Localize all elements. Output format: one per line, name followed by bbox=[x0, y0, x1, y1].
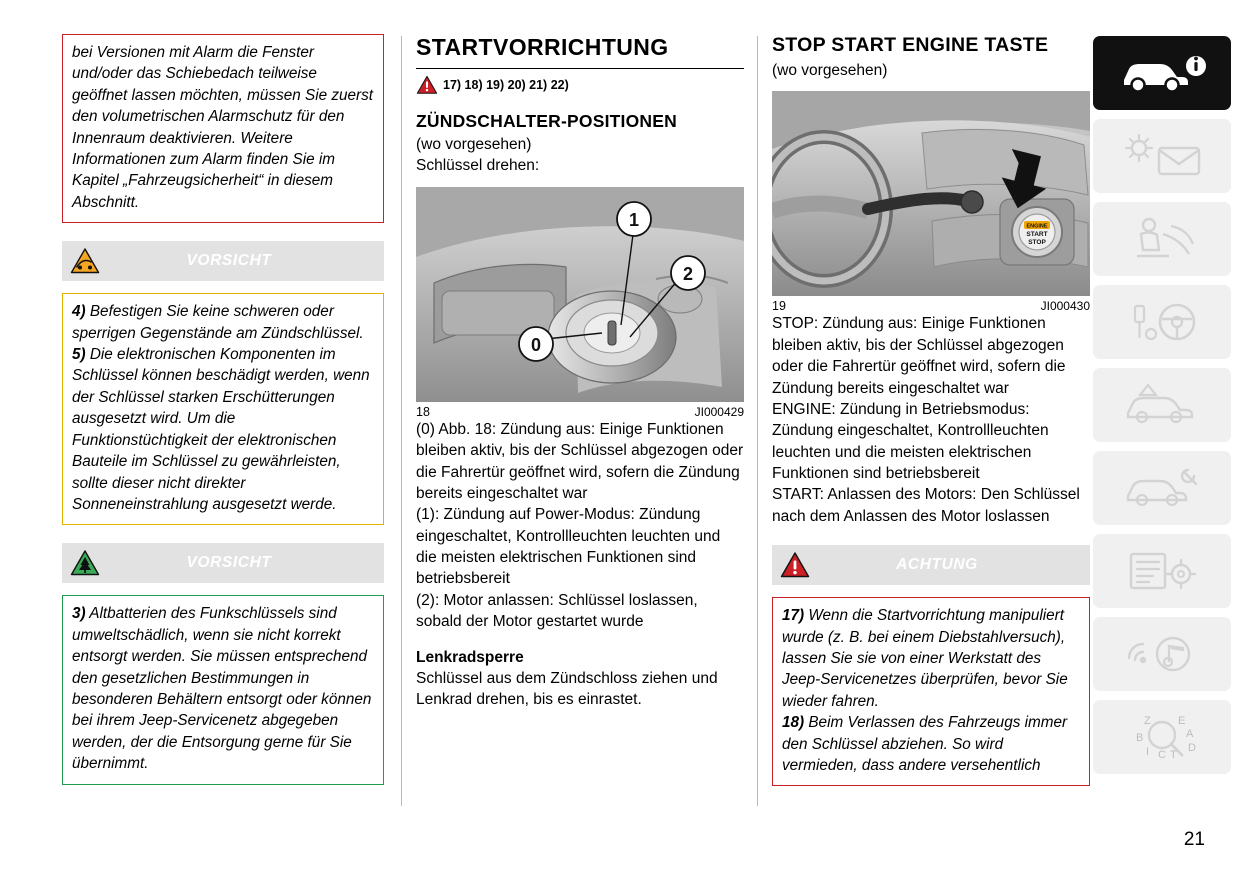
svg-text:B: B bbox=[1136, 732, 1144, 744]
figure-paragraph-2: (2): Motor anlassen: Schlüssel loslassen, sobald der Motor gestartet wurde bbox=[416, 591, 698, 631]
steering-lock-title: Lenkradsperre bbox=[416, 648, 524, 666]
rail-item-emergency[interactable] bbox=[1093, 368, 1231, 442]
note-box-caution-yellow bbox=[62, 293, 384, 525]
svg-text:I: I bbox=[1146, 746, 1150, 758]
figure-code: JI000430 bbox=[1040, 299, 1090, 314]
car-info-icon bbox=[1116, 52, 1208, 94]
rail-item-dashboard[interactable] bbox=[1093, 119, 1231, 193]
column-divider-2 bbox=[757, 36, 758, 806]
note-item-number: 4) bbox=[72, 303, 86, 321]
warning-car-icon bbox=[1118, 383, 1206, 427]
svg-text:Z: Z bbox=[1144, 715, 1151, 727]
seat-safety-icon bbox=[1119, 216, 1205, 262]
note-box-attention bbox=[772, 597, 1090, 786]
middle-column bbox=[416, 34, 744, 710]
right-column bbox=[772, 34, 1090, 786]
attention-banner bbox=[772, 545, 1090, 585]
note-item bbox=[72, 344, 374, 515]
dashboard-controls-icon bbox=[1119, 134, 1205, 178]
figure-paragraph-0: (0) Abb. 18: Zündung aus: Einige Funktionen bleiben aktiv, bis der Schlüssel abgezogen oder die Fahrertür geöffnet wird, sofern die Zündung bereits eingeschaltet war bbox=[416, 420, 744, 502]
rail-item-technical-data[interactable] bbox=[1093, 534, 1231, 608]
reference-numbers-text: 17) 18) 19) 20) 21) 22) bbox=[443, 78, 569, 92]
caution-banner-1-label: VORSICHT bbox=[186, 252, 272, 270]
figure-number: 18 bbox=[416, 404, 430, 419]
environment-tree-green-icon bbox=[62, 543, 108, 583]
note-item-number: 3) bbox=[72, 605, 86, 623]
warning-triangle-red-icon bbox=[772, 545, 818, 585]
figure-caption-row bbox=[772, 299, 1090, 313]
caution-banner-1 bbox=[62, 241, 384, 281]
note-item-number: 5) bbox=[72, 346, 86, 364]
lead-text: Schlüssel drehen: bbox=[416, 157, 540, 175]
page-title: STARTVORRICHTUNG bbox=[416, 34, 744, 69]
ignition-switch-positions-figure bbox=[416, 187, 744, 419]
note-item-text: Beim Verlassen des Fahrzeugs immer den Schlüssel abziehen. So wird vermieden, dass andere versehentlich bbox=[782, 714, 1068, 774]
section-title-note: (wo vorgesehen) bbox=[772, 62, 888, 79]
figure-number: 19 bbox=[772, 299, 786, 314]
svg-text:D: D bbox=[1188, 742, 1196, 754]
svg-text:2: 2 bbox=[682, 263, 694, 284]
page-number: 21 bbox=[1183, 829, 1205, 850]
alphabetical-index-icon bbox=[1118, 713, 1206, 761]
left-column bbox=[62, 34, 384, 785]
rail-item-index[interactable] bbox=[1093, 700, 1231, 774]
start-button-label-mid: START bbox=[1026, 231, 1048, 239]
figure-paragraph-1: (1): Zündung auf Power-Modus: Zündung eingeschaltet, Kontrollleuchten leuchten und die meisten elektrischen Funktionen sind betriebsbereit bbox=[416, 506, 721, 588]
note-box-continuation-text: bei Versionen mit Alarm die Fenster und/oder das Schiebedach teilweise geöffnet lassen möchten, müssen Sie zuerst den volumetrischen Alarmschutz für den Innenraum deaktivieren. Weitere Informationen zum Alarm finden Sie im Kapitel „Fahrzeugsicherheit“ in diesem Abschnitt. bbox=[72, 44, 374, 211]
note-box-continuation bbox=[62, 34, 384, 223]
note-box-environment bbox=[62, 595, 384, 784]
note-item bbox=[72, 603, 374, 774]
svg-text:E: E bbox=[1178, 715, 1186, 727]
note-item bbox=[72, 301, 374, 344]
start-stop-button-dashboard-figure bbox=[772, 91, 1090, 313]
svg-text:T: T bbox=[1170, 749, 1177, 761]
multimedia-icon bbox=[1119, 632, 1205, 676]
section-subtitle: ZÜNDSCHALTER-POSITIONEN bbox=[416, 111, 677, 131]
svg-text:0: 0 bbox=[530, 334, 542, 355]
figure-caption-row bbox=[416, 405, 744, 419]
note-item-text: Die elektronischen Komponenten im Schlüssel können beschädigt werden, wenn der Schlüssel starken Erschütterungen ausgesetzt wird. Um die Funktionstüchtigkeit der elektronischen Bauteile im Schlüssel zu gewährleisten, sollte dieser nicht direkter Sonneneinstrahlung ausgesetzt werde. bbox=[72, 346, 370, 513]
svg-text:1: 1 bbox=[628, 209, 640, 230]
section-title-stop-start: STOP START ENGINE TASTE bbox=[772, 34, 1049, 56]
rail-item-multimedia[interactable] bbox=[1093, 617, 1231, 691]
note-item-text: Altbatterien des Funkschlüssels sind umweltschädlich, wenn sie nicht korrekt entsorgt werden. Sie müssen entsprechend den gesetzlichen Bestimmungen in besonderen Behältern entsorgt oder können bei ihrem Jeep-Servicenetz abgegeben werden, der die Entsorgung gerne für Sie übernimmt. bbox=[72, 605, 372, 773]
note-item bbox=[782, 605, 1080, 712]
stop-paragraph: STOP: Zündung aus: Einige Funktionen bleiben aktiv, bis der Schlüssel abgezogen oder die Fahrertür geöffnet wird, sofern die Zündung bereits eingeschaltet war bbox=[772, 315, 1066, 397]
rail-item-starting-driving[interactable] bbox=[1093, 285, 1231, 359]
warning-triangle-red-icon bbox=[416, 75, 438, 95]
attention-banner-label: ACHTUNG bbox=[896, 556, 978, 574]
note-item-text: Wenn die Startvorrichtung manipuliert wurde (z. B. bei einem Diebstahlversuch), lassen Sie sie von einer Werkstatt des Jeep-Servicenetzes überprüfen, bevor Sie wieder fahren. bbox=[782, 607, 1068, 710]
start-button-label-top: ENGINE bbox=[1026, 223, 1048, 230]
start-paragraph: START: Anlassen des Motors: Den Schlüssel nach dem Anlassen des Motor loslassen bbox=[772, 486, 1080, 525]
note-item-number: 18) bbox=[782, 714, 805, 732]
rail-item-maintenance[interactable] bbox=[1093, 451, 1231, 525]
engine-paragraph: ENGINE: Zündung in Betriebsmodus: Zündung eingeschaltet, Kontrollleuchten leuchten und die meisten elektrischen Funktionen sind betriebsbereit bbox=[772, 400, 1049, 482]
rail-item-vehicle-info[interactable] bbox=[1093, 36, 1231, 110]
caution-banner-2-label: VORSICHT bbox=[186, 554, 272, 572]
svg-text:A: A bbox=[1186, 728, 1194, 740]
chapter-icon-rail bbox=[1093, 36, 1231, 783]
warning-triangle-yellow-icon bbox=[62, 241, 108, 281]
steering-lock-text: Schlüssel aus dem Zündschloss ziehen und Lenkrad drehen, bis es einrastet. bbox=[416, 669, 718, 708]
reference-numbers-line bbox=[416, 75, 744, 95]
subtitle-note: (wo vorgesehen) bbox=[416, 136, 532, 153]
figure-code: JI000429 bbox=[694, 404, 744, 419]
documents-gear-icon bbox=[1119, 548, 1205, 594]
svg-text:C: C bbox=[1158, 749, 1166, 761]
car-service-icon bbox=[1118, 466, 1206, 510]
steering-wheel-icon bbox=[1119, 300, 1205, 344]
start-button-label-bot: STOP bbox=[1028, 239, 1046, 247]
caution-banner-2 bbox=[62, 543, 384, 583]
column-divider-1 bbox=[401, 36, 402, 806]
note-item-number: 17) bbox=[782, 607, 805, 625]
note-item bbox=[782, 712, 1080, 776]
note-item-text: Befestigen Sie keine schweren oder sperrigen Gegenstände am Zündschlüssel. bbox=[72, 303, 364, 342]
rail-item-safety[interactable] bbox=[1093, 202, 1231, 276]
